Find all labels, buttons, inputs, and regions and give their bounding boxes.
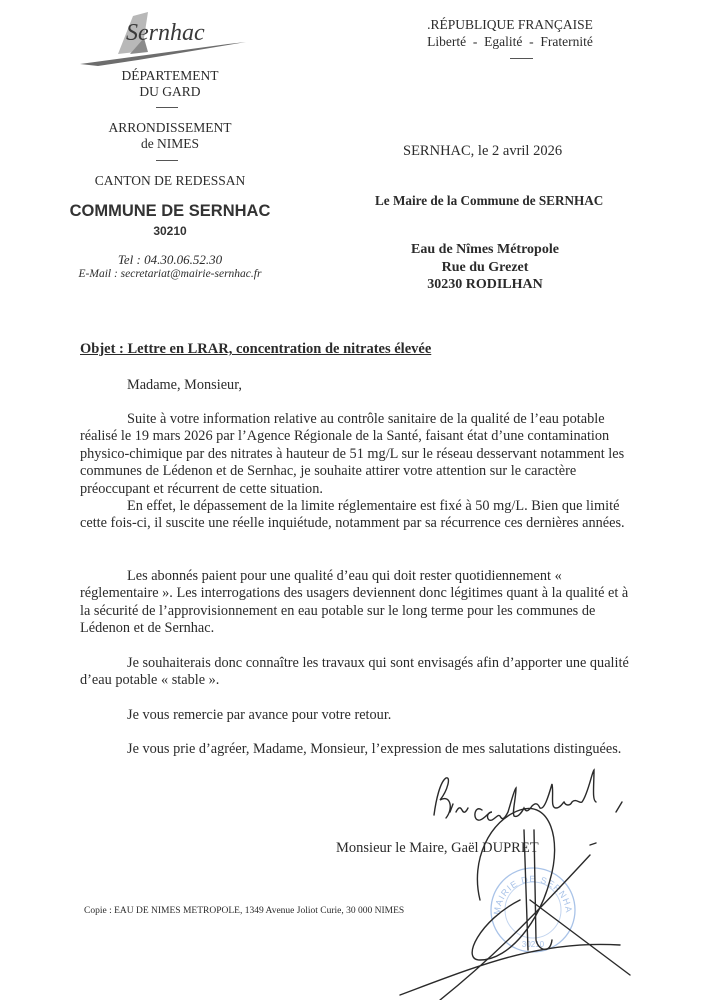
subject-line: Objet : Lettre en LRAR, concentration de nitrates élevée xyxy=(80,341,432,357)
divider xyxy=(156,107,178,108)
department-line1: DÉPARTEMENT xyxy=(121,68,219,83)
letter-body xyxy=(80,707,640,724)
signatory: Monsieur le Maire, Gaël DUPRET xyxy=(336,840,539,856)
handwritten-signature xyxy=(330,760,650,1005)
arrondissement-line1: ARRONDISSEMENT xyxy=(108,120,232,135)
letter-body xyxy=(80,655,640,690)
stamp-text: MAIRIE DE SERNHA xyxy=(491,873,575,916)
arrondissement-line2: de NIMES xyxy=(140,136,200,151)
department-block xyxy=(60,68,280,100)
sender: Le Maire de la Commune de SERNHAC xyxy=(375,193,604,208)
salutation: Madame, Monsieur, xyxy=(127,377,242,393)
stamp-code: 30210 xyxy=(521,940,545,949)
email[interactable]: E-Mail : secretariat@mairie-sernhac.fr xyxy=(78,268,262,280)
logo-text: Sernhac xyxy=(126,20,205,46)
commune-name: COMMUNE DE SERNHAC xyxy=(69,202,271,220)
republic-motto: Liberté - Egalité - Fraternité xyxy=(427,34,593,49)
telephone: Tel : 04.30.06.52.30 xyxy=(117,252,223,267)
letter-body xyxy=(80,498,640,533)
paragraph: En effet, le dépassement de la limite réglementaire est fixé à 50 mg/L. Bien que limité cette fois-ci, il suscite une réelle inquiétude, notamment par sa récurrence ces dernières années. xyxy=(80,498,625,532)
divider xyxy=(510,58,533,59)
canton: CANTON DE REDESSAN xyxy=(94,173,246,188)
paragraph: Je souhaiterais donc connaître les travaux qui sont envisagés afin d’apporter une qualité d’eau potable « stable ». xyxy=(80,655,629,689)
recipient-address xyxy=(405,241,565,294)
letter-body xyxy=(80,568,640,638)
recipient-line2: Rue du Grezet xyxy=(441,259,529,275)
divider xyxy=(156,160,178,161)
recipient-line1: Eau de Nîmes Métropole xyxy=(411,242,559,257)
commune-logo xyxy=(78,8,248,70)
paragraph: Les abonnés paient pour une qualité d’eau qui doit rester quotidiennement « réglementaire ». Les interrogations des usagers deviennent donc légitimes quant à la qualité et à la sécurité de l’approvisionnement en eau potable sur le long terme pour les communes de Lédenon et de Sernhac. xyxy=(80,568,629,637)
paragraph: Suite à votre information relative au contrôle sanitaire de la qualité de l’eau potable réalisé le 19 mars 2026 par l’Agence Régionale de la Santé, faisant état d’une contamination physico-chimique par des nitrates à hauteur de 51 mg/L sur le réseau desservant notamment les communes de Lédenon et de Sernhac, je souhaite attirer votre attention sur le caractère préoccupant et récurrent de cette situation. xyxy=(80,411,625,497)
recipient-line3: 30230 RODILHAN xyxy=(427,277,543,292)
letter-body xyxy=(80,741,640,758)
arrondissement-block xyxy=(60,120,280,152)
department-line2: DU GARD xyxy=(139,84,201,99)
letter-body xyxy=(80,411,640,498)
republic-title: .RÉPUBLIQUE FRANÇAISE xyxy=(427,17,593,32)
place-date: SERNHAC, le 2 avril 2026 xyxy=(403,143,563,159)
paragraph: Je vous prie d’agréer, Madame, Monsieur, l’expression de mes salutations distinguées. xyxy=(127,741,622,757)
postal-code: 30210 xyxy=(153,224,187,238)
paragraph: Je vous remercie par avance pour votre retour. xyxy=(127,707,392,723)
signature-graphic xyxy=(330,760,650,1000)
copy-recipient: Copie : EAU DE NIMES METROPOLE, 1349 Avenue Joliot Curie, 30 000 NIMES xyxy=(84,906,405,916)
